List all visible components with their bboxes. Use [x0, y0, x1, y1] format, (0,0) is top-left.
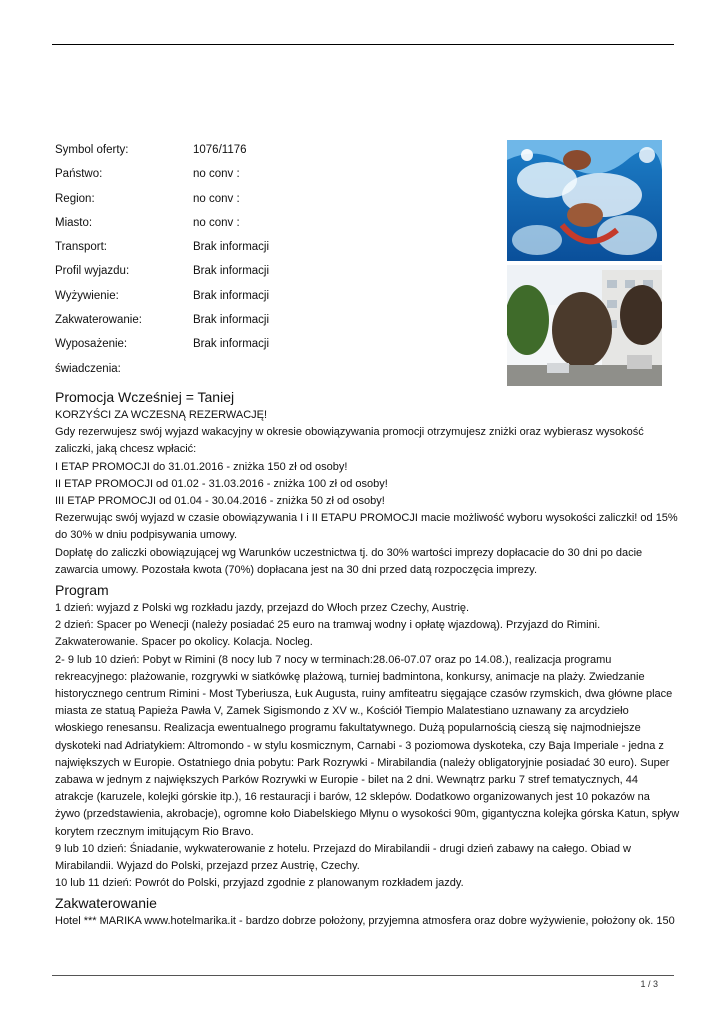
- info-row: [55, 286, 495, 310]
- info-value: no conv :: [193, 192, 240, 205]
- promo-line: zawarcia umowy. Pozostała kwota (70%) dopłacana jest na 30 dni przed datą rozpoczęcia imprezy.: [55, 563, 538, 576]
- info-row: [55, 189, 495, 213]
- info-value: no conv :: [193, 216, 240, 229]
- program-line: Mirabilandii. Wyjazd do Polski, przejazd przez Austrię, Czechy.: [55, 860, 360, 873]
- accommodation-line: Hotel *** MARIKA www.hotelmarika.it - bardzo dobrze położony, przyjemna atmosfera oraz dobre wyżywienie, położony ok. 150: [55, 915, 675, 928]
- program-line: korytem rzecznym imitującym Rio Bravo.: [55, 825, 254, 838]
- program-heading: Program: [55, 582, 109, 599]
- info-label: Symbol oferty:: [55, 144, 129, 156]
- program-line: historycznego centrum Rimini - Most Tyberiusza, Łuk Augusta, ruiny amfiteatru sięgające czasów rzymskich, dwa główne place: [55, 688, 673, 701]
- info-label: Zakwaterowanie:: [55, 314, 142, 327]
- info-row: [55, 261, 495, 285]
- info-label: świadczenia:: [55, 362, 121, 375]
- info-label: Region:: [55, 192, 95, 205]
- promo-line: do 30% w dniu podpisywania umowy.: [55, 529, 238, 542]
- accommodation-heading: Zakwaterowanie: [55, 895, 157, 912]
- page-number: 1 / 3: [640, 979, 658, 989]
- header-rule: [52, 44, 674, 45]
- accommodation-text: [55, 913, 675, 930]
- program-line: 10 lub 11 dzień: Powrót do Polski, przyjazd zgodnie z planowanym rozkładem jazdy.: [55, 877, 464, 890]
- info-label: Transport:: [55, 241, 107, 254]
- info-label: Profil wyjazdu:: [55, 265, 130, 278]
- info-value: no conv :: [193, 168, 240, 181]
- offer-description: [55, 386, 680, 931]
- program-line: żywo (przedstawienia, akrobacje), ogromne koło Diabelskiego Młynu o wysokości 90m, gigantyczna kolejka górska Katun, spływ: [55, 808, 680, 821]
- promo-line: KORZYŚCI ZA WCZESNĄ REZERWACJĘ!: [55, 409, 268, 421]
- info-value: Brak informacji: [193, 338, 270, 351]
- promo-line: II ETAP PROMOCJI od 01.02 - 31.03.2016 - zniżka 100 zł od osoby!: [55, 477, 388, 490]
- program-line: miasta ze statuą Papieża Pawła V, Zamek Sigismondo z XV w., Kościół Tiempio Malatestiano uznawany za arcydzieło: [55, 705, 629, 718]
- info-row: [55, 310, 495, 334]
- promo-line: zaliczki, jaką chcesz wpłacić:: [55, 443, 197, 456]
- program-line: dyskoteki nad Adriatykiem: Altromondo - w stylu kosmicznym, Carnabi - 3 poziomowa dyskoteka, czy Baja Imperiale - jedna z: [55, 739, 664, 752]
- promo-line: Rezerwując swój wyjazd w czasie obowiązywania I i II ETAPU PROMOCJI macie możliwość wyboru wysokości zaliczki! od 15%: [55, 512, 678, 525]
- info-row: [55, 213, 495, 237]
- info-row: [55, 334, 495, 358]
- promo-line: III ETAP PROMOCJI od 01.04 - 30.04.2016 - zniżka 50 zł od osoby!: [55, 495, 385, 508]
- promo-text: [55, 407, 678, 579]
- info-label: Miasto:: [55, 216, 93, 229]
- promo-line: I ETAP PROMOCJI do 31.01.2016 - zniżka 150 zł od osoby!: [55, 460, 348, 473]
- promo-line: Gdy rezerwujesz swój wyjazd wakacyjny w okresie obowiązywania promocji otrzymujesz zniżki oraz wybierasz wysokość: [55, 426, 644, 439]
- info-row: [55, 237, 495, 261]
- program-line: włoskiego renesansu. Realizacja ewentualnego programu fakultatywnego. Dużą popularnością cieszą się najmodniejsze: [55, 722, 641, 735]
- program-line: Zakwaterowanie. Spacer po okolicy. Kolacja. Nocleg.: [55, 636, 313, 649]
- info-value: Brak informacji: [193, 241, 270, 254]
- program-line: rekreacyjnego: plażowanie, rozgrywki w siatkówkę plażową, turniej badmintona, konkursy, animacje na plaży. Zwiedzanie: [55, 670, 645, 683]
- info-value: Brak informacji: [193, 314, 270, 327]
- program-line: atrakcje (karuzele, kolejki górskie itp.), 16 restauracji i barów, 12 sklepów. Dodatkowo organizowanych jest 10 pokazów na: [55, 791, 650, 804]
- program-line: 1 dzień: wyjazd z Polski wg rozkładu jazdy, przejazd do Włoch przez Czechy, Austrię.: [55, 602, 470, 615]
- program-line: 2- 9 lub 10 dzień: Pobyt w Rimini (8 nocy lub 7 nocy w terminach:28.06-07.07 oraz po 14.08.), realizacja programu: [55, 653, 612, 666]
- info-label: Wyposażenie:: [55, 338, 128, 351]
- program-line: 9 lub 10 dzień: Śniadanie, wykwaterowanie z hotelu. Przejazd do Mirabilandii - drugi dzień zabawy na całego. Obiad w: [55, 842, 631, 855]
- program-line: zabawa w jednym z największych Parków Rozrywki w Europie - bilet na 2 dni. Wewnątrz parku 7 stref tematycznych, 44: [55, 774, 639, 787]
- info-row: [55, 164, 495, 188]
- program-line: 2 dzień: Spacer po Wenecji (należy posiadać 25 euro na tramwaj wodny i opłatę wjazdową). Przyjazd do Rimini.: [55, 619, 601, 632]
- promo-line: Dopłatę do zaliczki obowiązującej wg Warunków uczestnictwa tj. do 30% wartości imprezy dopłacacie do 30 dni po dacie: [55, 546, 643, 559]
- info-label: Wyżywienie:: [55, 289, 119, 302]
- program-text: [55, 600, 680, 892]
- info-row: [55, 140, 495, 164]
- promo-heading: Promocja Wcześniej = Taniej: [55, 389, 235, 405]
- info-value: Brak informacji: [193, 265, 270, 278]
- info-row: [55, 359, 495, 383]
- info-label: Państwo:: [55, 168, 103, 181]
- photo-hotel-building: [507, 265, 662, 386]
- footer-rule: [52, 975, 674, 976]
- offer-info-table: [55, 140, 495, 383]
- info-value: Brak informacji: [193, 289, 270, 302]
- info-value: 1076/1176: [193, 144, 247, 156]
- program-line: największych w Europie. Ostatniego dnia pobytu: Park Rozrywki - Mirabilandia (należy obligatoryjnie posiadać 30 euro). Super: [55, 756, 670, 769]
- photo-water-slide: [507, 140, 662, 261]
